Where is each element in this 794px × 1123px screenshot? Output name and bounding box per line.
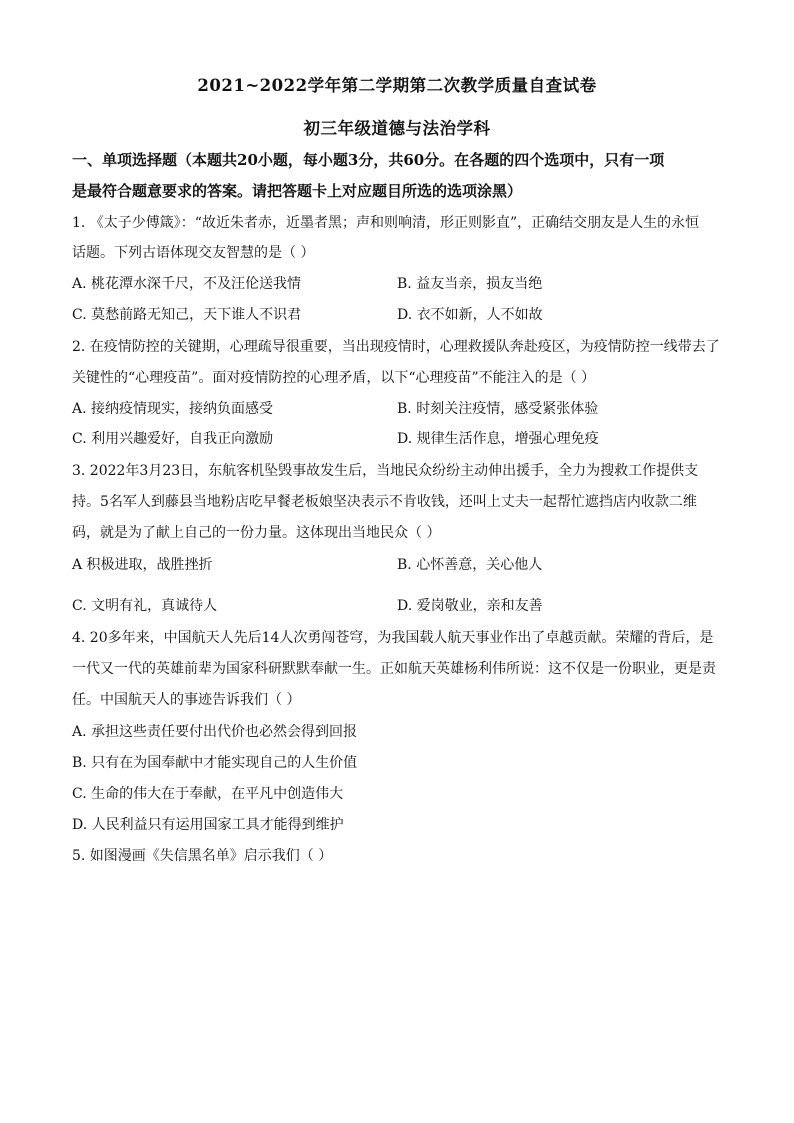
question-3-stem-line-1: 3. 2022年3月23日，东航客机坠毁事故发生后，当地民众纷纷主动伸出援手，全力为搜救工作提供支 [72,463,699,479]
question-3-option-b: B. 心怀善意，关心他人 [397,557,543,573]
question-1-stem-line-1: 1. 《太子少傅箴》：“故近朱者赤，近墨者黑；声和则响清，形正则影直”，正确结交朋友是人生的永恒 [72,215,700,231]
question-3-stem-line-3: 码，就是为了献上自己的一份力量。这体现出当地民众（ ） [72,525,441,541]
question-1-option-b: B. 益友当亲，损友当绝 [397,276,543,292]
question-4-option-d: D. 人民利益只有运用国家工具才能得到维护 [72,817,344,833]
question-5-stem-line-1: 5. 如图漫画《失信黑名单》启示我们（ ） [72,848,333,864]
question-2-stem-line-1: 2. 在疫情防控的关键期，心理疏导很重要，当出现疫情时，心理救援队奔赴疫区，为疫情防控一线带去了 [72,339,720,355]
exam-title: 2021~2022学年第二学期第二次教学质量自查试卷 [197,76,597,95]
question-3-option-d: D. 爱岗敬业，亲和友善 [397,598,543,614]
question-2-stem-line-2: 关键性的“心理疫苗”。面对疫情防控的心理矛盾，以下“心理疫苗”不能注入的是（ ） [72,370,596,386]
question-2-option-d: D. 规律生活作息，增强心理免疫 [397,431,599,447]
section-instruction-line-2: 是最符合题意要求的答案。请把答题卡上对应题目所选的选项涂黑） [72,182,523,200]
question-3-option-c: C. 文明有礼，真诚待人 [72,598,218,614]
question-4-stem-line-3: 任。中国航天人的事迹告诉我们（ ） [72,692,301,708]
exam-subtitle: 初三年级道德与法治学科 [303,119,491,138]
question-2-option-b: B. 时刻关注疫情，感受紧张体验 [397,401,599,417]
question-1-option-c: C. 莫愁前路无知己，天下谁人不识君 [72,307,302,323]
question-1-option-a: A. 桃花潭水深千尺，不及汪伦送我情 [72,276,302,292]
question-1-option-d: D. 衣不如新，人不如故 [397,307,543,323]
question-4-option-a: A. 承担这些责任要付出代价也必然会得到回报 [72,724,358,740]
question-4-stem-line-1: 4. 20多年来，中国航天人先后14人次勇闯苍穹，为我国载人航天事业作出了卓越贡献。荣耀的背后，是 [72,630,714,646]
question-4-option-c: C. 生命的伟大在于奉献，在平凡中创造伟大 [72,786,344,802]
question-4-stem-line-2: 一代又一代的英雄前辈为国家科研默默奉献一生。正如航天英雄杨利伟所说：这不仅是一份职业，更是责 [72,661,716,677]
question-2-option-a: A. 接纳疫情现实，接纳负面感受 [72,401,274,417]
question-2-option-c: C. 利用兴趣爱好，自我正向激励 [72,431,274,447]
question-3-option-a: A 积极进取，战胜挫折 [72,557,213,573]
question-4-option-b: B. 只有在为国奉献中才能实现自己的人生价值 [72,755,358,771]
question-1-stem-line-2: 话题。下列古语体现交友智慧的是（ ） [72,245,315,261]
section-instruction-line-1: 一、单项选择题（本题共20小题，每小题3分，共60分。在各题的四个选项中，只有一项 [72,151,665,169]
question-3-stem-line-2: 持。5名军人到藤县当地粉店吃早餐老板娘坚决表示不肯收钱，还叫上丈夫一起帮忙遮挡店内收款二维 [72,494,697,510]
